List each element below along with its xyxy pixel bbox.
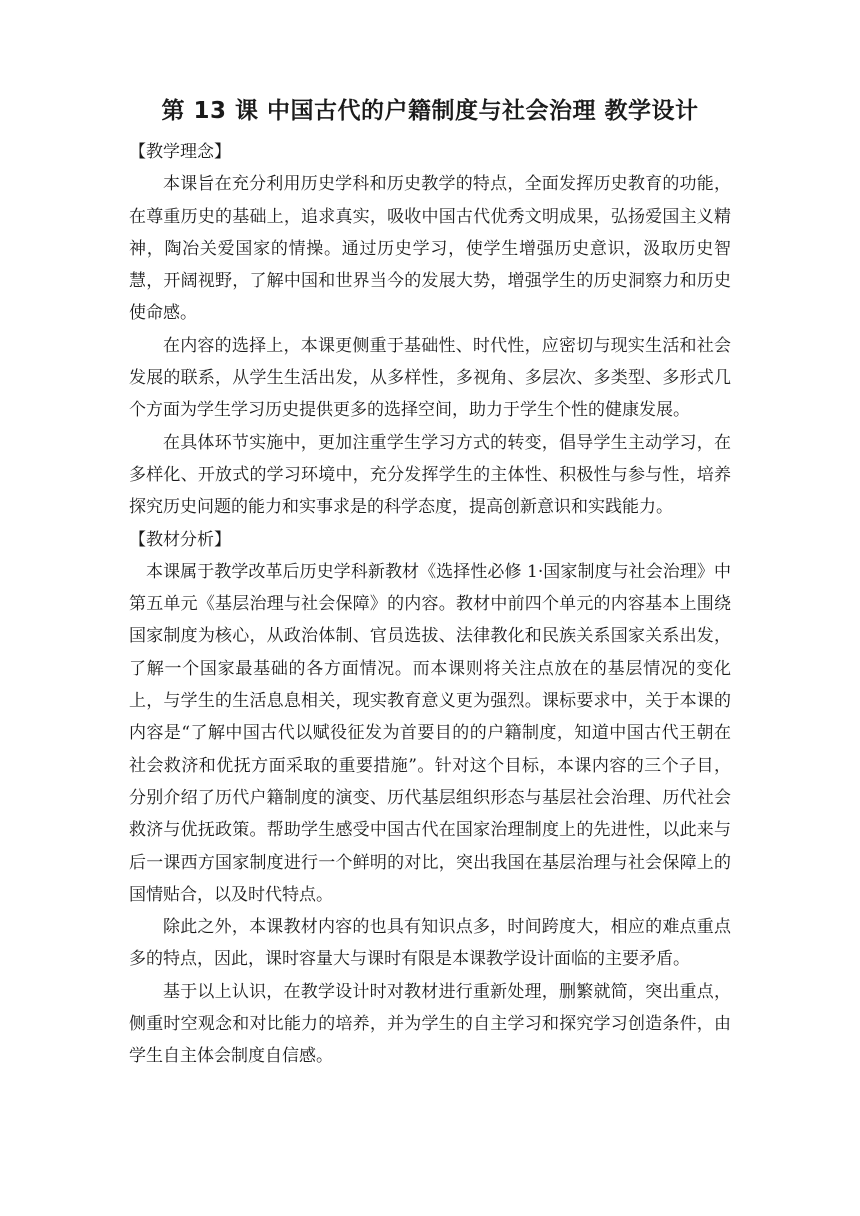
document-body xyxy=(129,136,731,1073)
paragraph: 在内容的选择上，本课更侧重于基础性、时代性，应密切与现实生活和社会发展的联系，从学生生活出发，从多样性，多视角、多层次、多类型、多形式几个方面为学生学习历史提供更多的选择空间，助力于学生个性的健康发展。 xyxy=(129,335,731,421)
paragraph: 本课属于教学改革后历史学科新教材《选择性必修 1·国家制度与社会治理》中第五单元《基层治理与社会保障》的内容。教材中前四个单元的内容基本上围绕国家制度为核心，从政治体制、官员选拔、法律教化和民族关系国家关系出发，了解一个国家最基础的各方面情况。而本课则将关注点放在的基层情况的变化上，与学生的生活息息相关，现实教育意义更为强烈。课标要求中，关于本课的内容是“了解中国古代以赋役征发为首要目的的户籍制度，知道中国古代王朝在社会救济和优抚方面采取的重要措施”。针对这个目标，本课内容的三个子目，分别介绍了历代户籍制度的演变、历代基层组织形态与基层社会治理、历代社会救济与优抚政策。帮助学生感受中国古代在国家治理制度上的先进性，以此来与后一课西方国家制度进行一个鲜明的对比，突出我国在基层治理与社会保障上的国情贴合，以及时代特点。 xyxy=(129,561,731,905)
paragraph: 基于以上认识，在教学设计时对教材进行重新处理，删繁就简，突出重点，侧重时空观念和对比能力的培养，并为学生的自主学习和探究学习创造条件，由学生自主体会制度自信感。 xyxy=(129,981,731,1067)
paragraph: 除此之外，本课教材内容的也具有知识点多，时间跨度大，相应的难点重点多的特点，因此，课时容量大与课时有限是本课教学设计面临的主要矛盾。 xyxy=(129,917,731,970)
paragraph: 在具体环节实施中，更加注重学生学习方式的转变，倡导学生主动学习，在多样化、开放式的学习环境中，充分发挥学生的主体性、积极性与参与性，培养探究历史问题的能力和实事求是的科学态度，提高创新意识和实践能力。 xyxy=(129,432,731,518)
document-title: 第 13 课 中国古代的户籍制度与社会治理 教学设计 xyxy=(161,98,699,124)
section-heading-textbook-analysis: 【教材分析】 xyxy=(129,529,231,550)
paragraph: 本课旨在充分利用历史学科和历史教学的特点，全面发挥历史教育的功能，在尊重历史的基础上，追求真实，吸收中国古代优秀文明成果，弘扬爱国主义精神，陶冶关爱国家的情操。通过历史学习，使学生增强历史意识，汲取历史智慧，开阔视野，了解中国和世界当今的发展大势，增强学生的历史洞察力和历史使命感。 xyxy=(129,174,731,324)
section-heading-teaching-philosophy: 【教学理念】 xyxy=(129,142,231,162)
